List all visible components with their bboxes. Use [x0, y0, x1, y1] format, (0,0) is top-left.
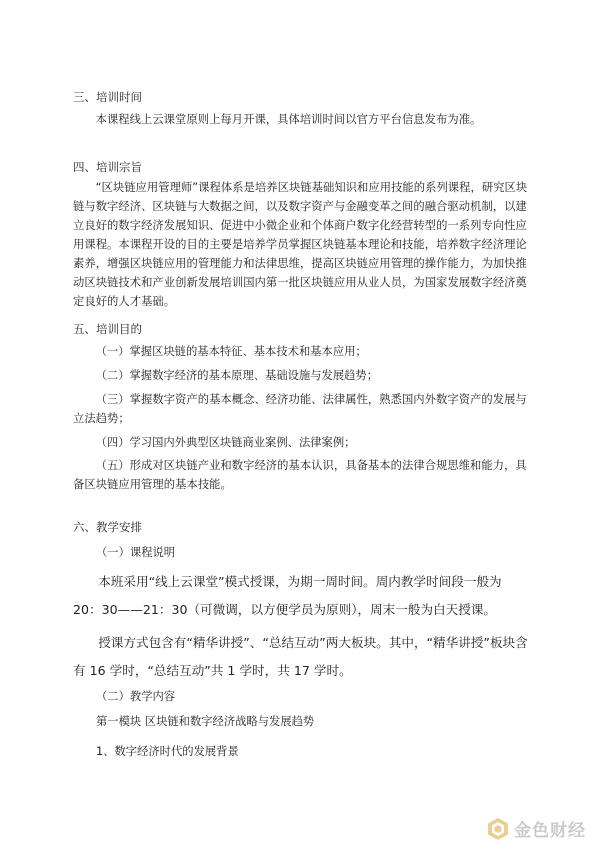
- course-paragraph-1: 本班采用“线上云课堂”模式授课，为期一周时间。周内教学时间段一般为 20：30——21：30（可微调，以方便学员为原则），周末一般为白天授课。: [73, 574, 502, 617]
- module-item-1: 1、数字经济时代的发展背景: [96, 745, 239, 758]
- goal-item-2: （二）掌握数字经济的基本原理、基础设施与发展趋势；: [95, 369, 379, 382]
- course-paragraph-2: 授课方式包含有“精华讲授”、“总结互动”两大板块。其中，“精华讲授”板块含有 16 学时，“总结互动”共 1 学时，共 17 学时。: [73, 635, 528, 678]
- goal-item-1: （一）掌握区块链的基本特征、基本技术和基本应用；: [95, 345, 367, 358]
- goal-item-5: （五）形成对区块链产业和数字经济的基本认识，具备基本的法律合规思维和能力，具备区块链应用管理的基本技能。: [73, 459, 527, 491]
- watermark: [486, 816, 586, 841]
- watermark-text: 金色财经: [514, 821, 586, 841]
- section-3-heading: 三、培训时间: [73, 90, 142, 104]
- section-6-heading: 六、教学安排: [73, 520, 142, 534]
- goal-item-3: （三）掌握数字资产的基本概念、经济功能、法律属性，熟悉国内外数字资产的发展与立法趋势；: [73, 393, 527, 425]
- section-3-paragraph: 本课程线上云课堂原则上每月开课，具体培训时间以官方平台信息发布为准。: [95, 113, 482, 126]
- section-4-heading: 四、培训宗旨: [73, 160, 142, 174]
- goal-item-4: （四）学习国内外典型区块链商业案例、法律案例；: [95, 436, 356, 449]
- section-4-paragraph: “区块链应用管理师”课程体系是培养区块链基础知识和应用技能的系列课程，研究区块链与数字经济、区块链与大数据之间，以及数字资产与金融变革之间的融合驱动机制，以建立良好的数字经济发展知识、促进中小微企业和个体商户数字化经营转型的一系列专向性应用课程。本课程开设的目的主要是培养学员掌握区块链基本理论和技能，培养数字经济理论素养，增强区块链应用的管理能力和法律思维，提高区块链应用管理的操作能力，为加快推动区块链技术和产业创新发展培训国内第一批区块链应用从业人员，为国家发展数字经济奠定良好的人才基础。: [73, 181, 528, 308]
- subsection-course-description: （一）课程说明: [96, 546, 176, 559]
- module-1-title: 第一模块 区块链和数字经济战略与发展趋势: [96, 715, 315, 728]
- subsection-teaching-content: （二）教学内容: [96, 690, 176, 703]
- section-5-heading: 五、培训目的: [73, 322, 142, 336]
- jinse-logo-icon: [486, 817, 510, 841]
